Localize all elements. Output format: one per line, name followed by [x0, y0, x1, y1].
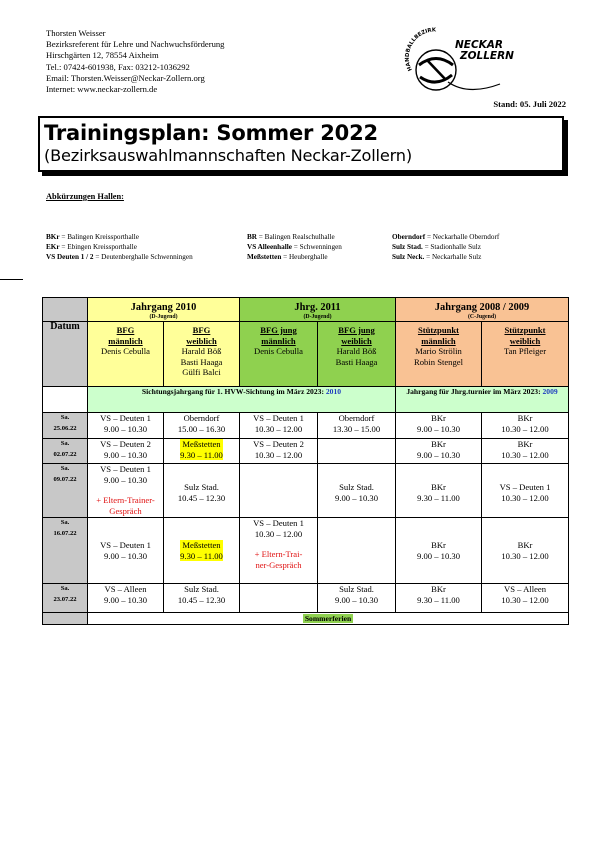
session-note: + Eltern-Trainer- [96, 495, 155, 506]
session-venue: Sulz Stad. [339, 584, 374, 594]
session-cell [396, 413, 482, 439]
contact-web: Internet: www.neckar-zollern.de [46, 84, 158, 95]
session-venue: BKr [431, 413, 446, 423]
team-title: BFG jung [260, 325, 297, 335]
coach-name: Basti Haaga [335, 356, 378, 367]
coach-name: Mario Strölin [415, 346, 462, 357]
team-title: Stützpunkt [417, 325, 460, 335]
schedule-row [43, 518, 569, 584]
team-header [482, 322, 569, 387]
session-cell [240, 584, 318, 613]
session-time: 9.00 – 10.30 [104, 550, 147, 561]
date-cell: Sa. 25.06.22 [43, 413, 88, 439]
abbrev-item: Sulz Neck. = Neckarhalle Sulz [392, 253, 482, 262]
abbrev-column-3 [392, 232, 499, 263]
session-time: 9.30 – 11.00 [180, 449, 223, 460]
session-cell [396, 464, 482, 518]
session-cell [240, 464, 318, 518]
jhrg-banner: Jahrgang für Jhrg.turnier im März 2023: 2009 [396, 387, 569, 413]
session-cell [482, 439, 569, 464]
session-venue: Sulz Stad. [184, 584, 219, 594]
abbrev-item: EKr = Ebingen Kreissporthalle [46, 243, 137, 252]
session-venue: VS – Deuten 1 [499, 482, 551, 492]
logo-line1: NECKAR [455, 39, 504, 51]
session-time: 10.45 – 12.30 [177, 492, 226, 503]
coach-name: Harald Böß [336, 346, 377, 357]
coach-name: Denis Cebulla [254, 346, 303, 357]
session-time: 9.00 – 10.30 [417, 423, 460, 434]
session-time: 15.00 – 16.30 [177, 423, 226, 434]
session-cell [164, 413, 240, 439]
session-time: 9.00 – 10.30 [104, 423, 147, 434]
session-cell [318, 518, 396, 584]
abbrev-item: Oberndorf = Neckarhalle Oberndorf [392, 233, 500, 241]
corner-cell [43, 298, 88, 322]
session-cell [88, 464, 164, 518]
title-box [38, 116, 564, 172]
session-time: 9.00 – 10.30 [104, 594, 147, 605]
session-time: 9.00 – 10.30 [335, 492, 378, 503]
abbrev-item: Sulz Stad. = Stadionhalle Sulz [392, 243, 481, 252]
group-header-2010: Jahrgang 2010 (D-Jugend) [88, 298, 240, 322]
session-venue: BKr [517, 439, 533, 449]
team-gender: weiblich [509, 335, 541, 346]
session-cell [482, 584, 569, 613]
sichtung-banner: Sichtungsjahrgang für 1. HVW-Sichtung im März 2023: 2010 [88, 387, 396, 413]
training-table [42, 297, 569, 625]
logo-arc-text: HANDBALLBEZIRK [404, 27, 437, 72]
session-venue: VS – Deuten 1 [253, 518, 304, 528]
session-time: 9.30 – 11.00 [417, 594, 460, 605]
session-time: 10.30 – 12.00 [254, 423, 303, 434]
date-cell: Sa. 23.07.22 [43, 584, 88, 613]
coach-name: Basti Haaga [180, 356, 223, 367]
session-cell [88, 413, 164, 439]
team-title: Stützpunkt [504, 325, 546, 335]
session-cell [318, 413, 396, 439]
contact-role: Bezirksreferent für Lehre und Nachwuchsförderung [46, 39, 225, 50]
session-cell [164, 518, 240, 584]
team-header [164, 322, 240, 387]
contact-phone: Tel.: 07424-601938, Fax: 03212-1036292 [46, 61, 190, 72]
coach-name: Robin Stengel [414, 356, 463, 367]
page-title: Trainingsplan: Sommer 2022 [44, 121, 378, 145]
session-venue: VS – Alleen [504, 584, 547, 594]
team-title: BFG jung [338, 325, 375, 335]
team-gender: männlich [108, 335, 143, 346]
session-time: 10.30 – 12.00 [501, 594, 549, 605]
session-venue: Oberndorf [183, 413, 220, 423]
session-venue: BKr [517, 413, 533, 423]
contact-email: Email: Thorsten.Weisser@Neckar-Zollern.org [46, 72, 205, 83]
abbrev-item: Meßstetten = Heuberghalle [247, 253, 328, 262]
coach-name: Denis Cebulla [101, 346, 150, 357]
coach-name: Gülfi Balci [182, 367, 221, 378]
session-cell [318, 584, 396, 613]
session-venue: Oberndorf [338, 413, 375, 423]
datum-header: Datum [43, 322, 88, 387]
session-venue: VS – Deuten 1 [253, 413, 304, 423]
abbrev-item: VS Deuten 1 / 2 = Deutenberghalle Schwenningen [46, 253, 193, 262]
session-venue: VS – Deuten 1 [100, 413, 151, 423]
footer-corner [43, 613, 88, 625]
session-time: 10.30 – 12.00 [501, 449, 549, 460]
sommerferien-row [88, 613, 569, 625]
session-cell [482, 464, 569, 518]
date-cell: Sa. 02.07.22 [43, 439, 88, 464]
abbrev-column-2 [247, 232, 342, 263]
coach-name: Tan Pfleiger [503, 346, 547, 357]
session-cell [396, 518, 482, 584]
session-note: ner-Gespräch [255, 559, 302, 570]
team-header [318, 322, 396, 387]
abbrev-column-1 [46, 232, 193, 263]
session-time: 9.30 – 11.00 [417, 492, 460, 503]
abbrev-item: BR = Balingen Realschulhalle [247, 233, 335, 241]
session-venue: Sulz Stad. [339, 482, 374, 492]
contact-street: Hirschgärten 12, 78554 Aixheim [46, 50, 159, 61]
session-cell [240, 439, 318, 464]
session-venue: BKr [431, 439, 446, 449]
session-cell [396, 584, 482, 613]
team-gender: weiblich [186, 335, 217, 346]
session-time: 9.00 – 10.30 [104, 449, 147, 460]
team-title: BFG [192, 325, 211, 335]
team-header [88, 322, 164, 387]
team-gender: männlich [421, 335, 456, 346]
session-note: Gespräch [109, 505, 142, 516]
session-venue: BKr [431, 482, 446, 492]
session-venue: BKr [431, 584, 446, 594]
session-venue: VS – Deuten 2 [100, 439, 151, 449]
margin-mark [0, 279, 23, 280]
session-time: 9.00 – 10.30 [417, 550, 460, 561]
session-cell [318, 439, 396, 464]
session-cell [396, 439, 482, 464]
logo-line2: ZOLLERN [460, 50, 514, 62]
session-cell [88, 584, 164, 613]
session-time: 9.00 – 10.30 [104, 474, 147, 485]
session-time: 10.30 – 12.00 [501, 550, 549, 561]
abbrev-item: BKr = Balingen Kreissporthalle [46, 233, 139, 241]
contact-name: Thorsten Weisser [46, 28, 106, 38]
stand-date: Stand: 05. Juli 2022 [493, 99, 566, 109]
contact-block [46, 28, 224, 95]
team-title: BFG [116, 325, 135, 335]
session-time: 9.00 – 10.30 [417, 449, 460, 460]
session-venue: VS – Deuten 1 [100, 539, 151, 550]
spacer-cell [43, 387, 88, 413]
group-header-2008-2009: Jahrgang 2008 / 2009 (C-Jugend) [396, 298, 569, 322]
session-note: + Eltern-Trai- [254, 549, 303, 560]
group-header-2011: Jhrg. 2011 (D-Jugend) [240, 298, 396, 322]
coach-name: Harald Böß [181, 346, 222, 357]
team-gender: weiblich [341, 335, 372, 346]
session-venue: VS – Deuten 2 [253, 439, 304, 449]
team-header [240, 322, 318, 387]
schedule-row [43, 584, 569, 613]
schedule-row [43, 464, 569, 518]
session-time: 13.30 – 15.00 [332, 423, 381, 434]
session-cell [164, 584, 240, 613]
team-gender: männlich [261, 335, 296, 346]
session-cell [482, 413, 569, 439]
sommerferien-label: Sommerferien [304, 614, 352, 623]
session-time: 9.30 – 11.00 [180, 550, 223, 561]
session-venue: Sulz Stad. [184, 482, 219, 492]
session-time: 10.45 – 12.30 [177, 594, 226, 605]
session-cell [88, 439, 164, 464]
session-venue: BKr [431, 539, 446, 550]
abbrev-item: VS Alleenhalle = Schwenningen [247, 243, 342, 252]
session-time: 10.30 – 12.00 [254, 528, 303, 539]
session-time: 10.30 – 12.00 [254, 449, 303, 460]
session-venue: Meßstetten [182, 539, 221, 550]
session-cell [482, 518, 569, 584]
session-time: 9.00 – 10.30 [335, 594, 378, 605]
session-venue: VS – Alleen [104, 584, 147, 594]
session-time: 10.30 – 12.00 [501, 492, 549, 503]
date-cell: Sa. 16.07.22 [43, 518, 88, 584]
session-cell [318, 464, 396, 518]
schedule-row [43, 413, 569, 439]
session-cell [164, 439, 240, 464]
session-cell [88, 518, 164, 584]
session-venue: VS – Deuten 1 [100, 464, 151, 474]
session-cell [240, 413, 318, 439]
date-cell: Sa. 09.07.22 [43, 464, 88, 518]
page-subtitle: (Bezirksauswahlmannschaften Neckar-Zollern) [44, 146, 412, 165]
session-cell [164, 464, 240, 518]
session-cell [240, 518, 318, 584]
session-venue: BKr [517, 539, 533, 550]
session-venue: Meßstetten [182, 439, 221, 449]
team-header [396, 322, 482, 387]
schedule-row [43, 439, 569, 464]
abbrev-heading: Abkürzungen Hallen: [46, 192, 124, 201]
session-time: 10.30 – 12.00 [501, 423, 549, 434]
handballbezirk-logo [402, 22, 514, 100]
